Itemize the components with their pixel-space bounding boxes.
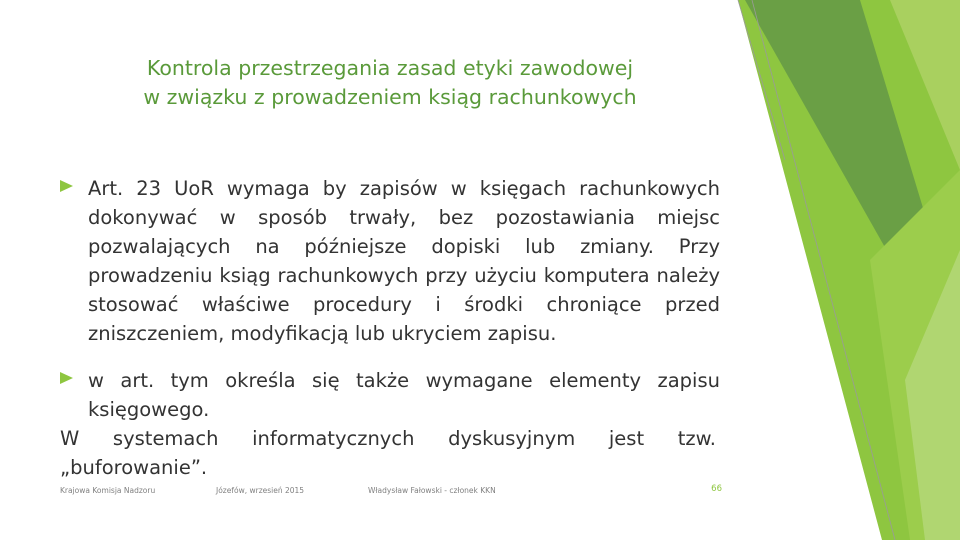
triangle-bullet-icon: [60, 180, 73, 192]
title-line-2: w związku z prowadzeniem ksiąg rachunkowych: [143, 85, 637, 109]
bullet-text: Art. 23 UoR wymaga by zapisów w księgach rachunkowych dokonywać w sposób trwały, bez pozostawiania miejsc pozwalających na późniejsze dopiski lub zmiany. Przy prowadzeniu ksiąg rachunkowych przy użyciu komputera należy stosować właściwe procedury i środki chroniące przed zniszczeniem, modyfikacją lub ukryciem zapisu.: [88, 177, 720, 345]
paragraph-line-2: „buforowanie”.: [60, 456, 208, 479]
bullet-text: w art. tym określa się także wymagane elementy zapisu księgowego.: [88, 369, 720, 421]
paragraph-line-1: W systemach informatycznych dyskusyjnym jest tzw.: [60, 427, 716, 450]
footer-place-date: Józefów, wrzesień 2015: [216, 486, 305, 495]
triangle-bullet-icon: [60, 372, 73, 384]
bullet-item: [60, 366, 720, 424]
bullet-item: [60, 174, 720, 348]
body-paragraph: [60, 424, 716, 482]
slide-title: [100, 54, 680, 112]
footer-organization: Krajowa Komisja Nadzoru: [60, 486, 156, 495]
bullet-list: [60, 174, 720, 442]
footer-author: Władysław Fałowski - członek KKN: [368, 486, 496, 495]
page-number: 66: [711, 484, 722, 494]
title-line-1: Kontrola przestrzegania zasad etyki zawodowej: [146, 56, 634, 80]
